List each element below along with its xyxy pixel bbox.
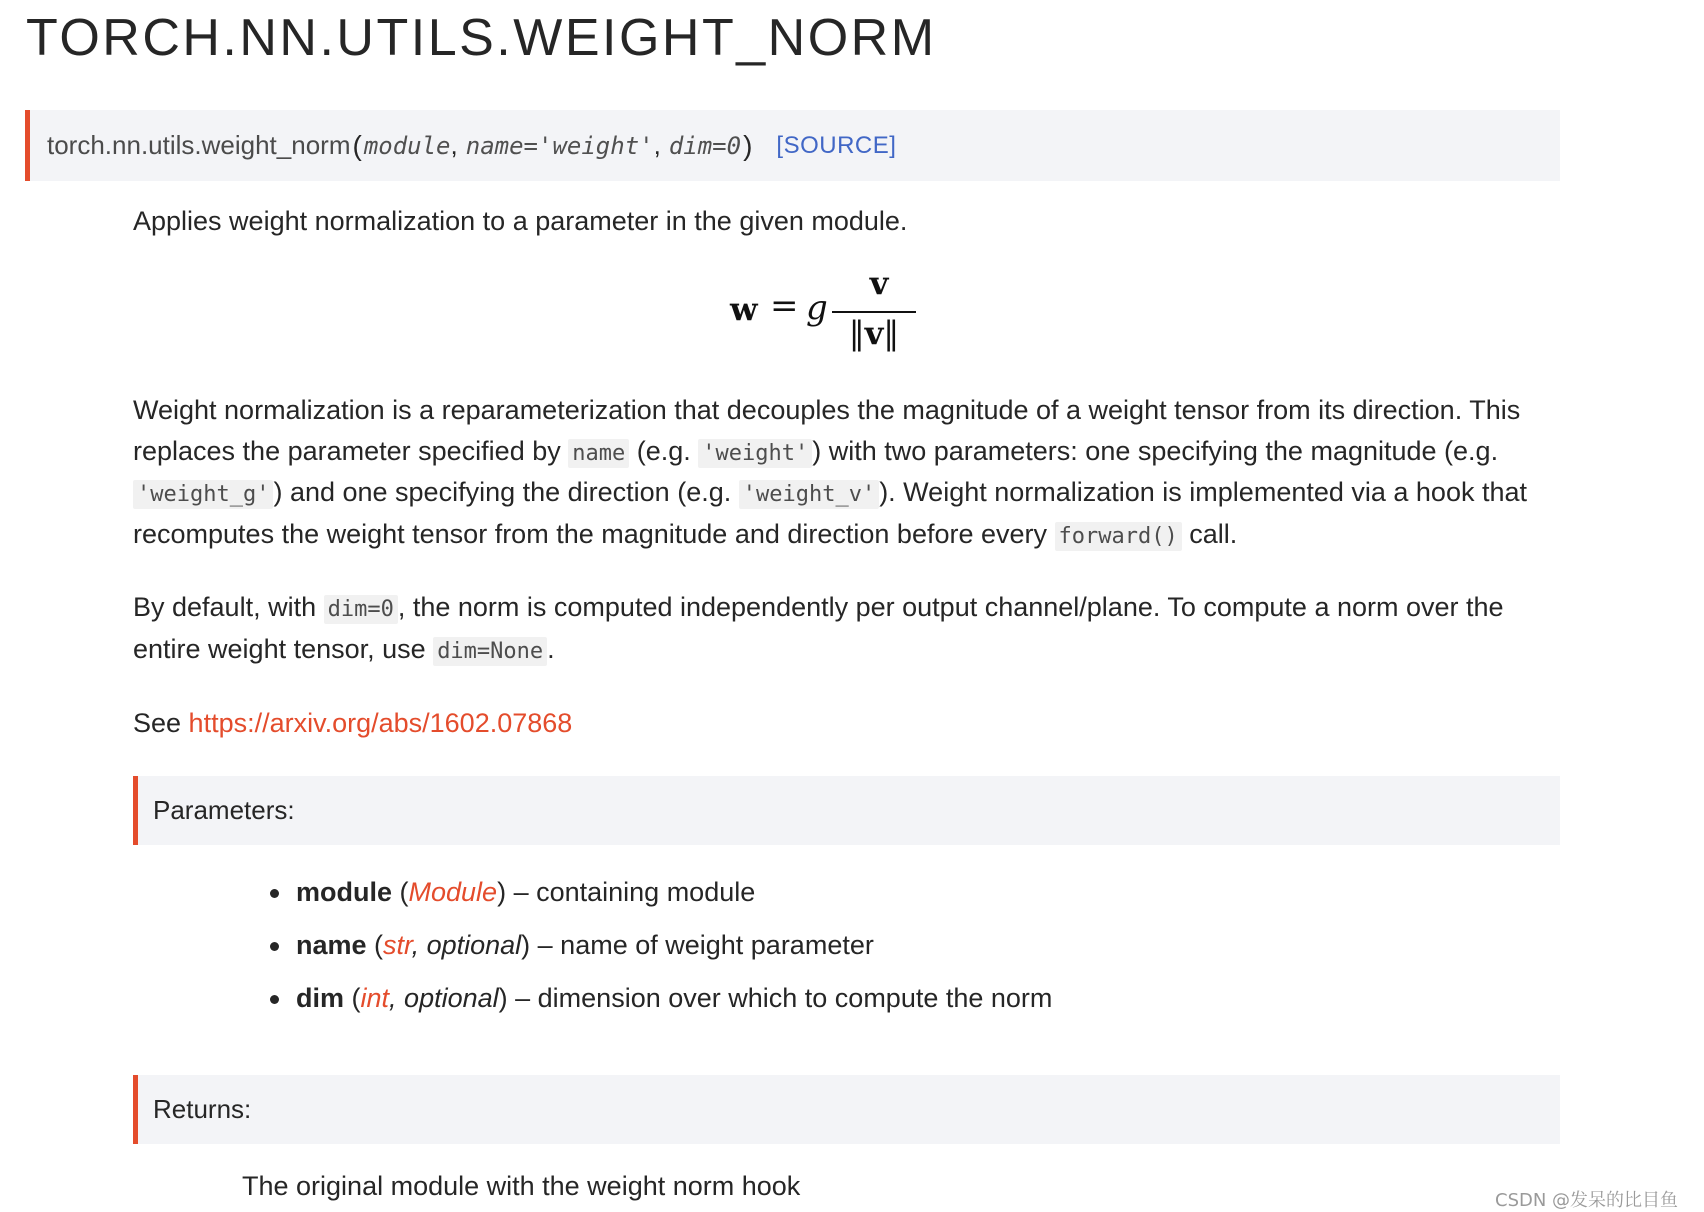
see-prefix: See: [133, 708, 189, 738]
parameters-heading-label: Parameters:: [153, 795, 295, 825]
signature-comma: ,: [450, 130, 458, 160]
page-title: TORCH.NN.UTILS.WEIGHT_NORM: [26, 9, 937, 67]
intro-text: Applies weight normalization to a parameter in the given module.: [133, 206, 908, 236]
function-signature: [25, 110, 1560, 181]
signature-close-paren: ): [743, 129, 753, 161]
formula-numerator: v: [869, 264, 889, 302]
parameters-heading: [133, 776, 1560, 845]
param-desc: – name of weight parameter: [530, 930, 874, 960]
formula-denominator-var: v: [864, 314, 884, 352]
param-module: [268, 872, 1052, 925]
signature-arg-module: module: [363, 131, 451, 160]
arxiv-link[interactable]: https://arxiv.org/abs/1602.07868: [188, 708, 573, 738]
param-close-paren: ): [497, 877, 507, 907]
param-dim: [268, 978, 1052, 1031]
source-link[interactable]: [SOURCE]: [776, 131, 897, 159]
param-optional: , optional: [389, 983, 499, 1013]
norm-open: ‖: [848, 314, 865, 352]
param-desc: – dimension over which to compute the norm: [507, 983, 1053, 1013]
para1-text: ) and one specifying the direction (e.g.: [273, 477, 739, 507]
fraction-bar: [832, 311, 916, 313]
see-line: [133, 703, 572, 743]
param-open-paren: (: [344, 983, 361, 1013]
function-name: torch.nn.utils.weight_norm: [47, 130, 351, 160]
para1-text: (e.g.: [629, 436, 699, 466]
signature-arg-dim: dim=0: [668, 131, 742, 160]
paragraph-line: [133, 431, 1498, 474]
param-open-paren: (: [392, 877, 409, 907]
para2-text: , the norm is computed independently per output channel/plane. To compute a norm over the: [397, 592, 1504, 622]
paragraph-line: [133, 472, 1527, 515]
weight-norm-formula: [728, 266, 898, 362]
signature-open-paren: (: [352, 129, 362, 161]
param-optional: , optional: [411, 930, 522, 960]
formula-equals: =: [770, 286, 799, 326]
paragraph-line: [133, 629, 555, 672]
inline-code: 'weight': [698, 439, 812, 468]
norm-close: ‖: [883, 314, 900, 352]
returns-heading-label: Returns:: [153, 1094, 252, 1124]
inline-code: dim=None: [433, 637, 547, 666]
param-open-paren: (: [366, 930, 384, 960]
param-close-paren: ): [498, 983, 508, 1013]
para1-text: call.: [1181, 519, 1238, 549]
param-name: name: [296, 930, 367, 960]
inline-code: forward(): [1055, 522, 1182, 551]
signature-comma: ,: [653, 130, 661, 160]
paragraph-line: [133, 514, 1237, 557]
para1-line1: Weight normalization is a reparameterization that decouples the magnitude of a weight tensor from its direction. This: [133, 395, 1521, 425]
param-type-link[interactable]: str: [383, 930, 412, 960]
param-close-paren: ): [521, 930, 531, 960]
param-name: module: [296, 877, 393, 907]
param-name: dim: [296, 983, 345, 1013]
para1-text: replaces the parameter specified by: [133, 436, 569, 466]
watermark: CSDN @发呆的比目鱼: [1495, 1190, 1679, 1211]
paragraph-line: [133, 587, 1504, 630]
formula-g: g: [806, 288, 828, 328]
param-type-link[interactable]: int: [360, 983, 390, 1013]
returns-heading: [133, 1075, 1560, 1144]
inline-code: name: [568, 439, 629, 468]
para1-text: recomputes the weight tensor from the magnitude and direction before every: [133, 519, 1055, 549]
param-type-link[interactable]: Module: [408, 877, 498, 907]
para2-text: .: [547, 634, 555, 664]
para2-text: By default, with: [133, 592, 324, 622]
parameters-list: [268, 872, 1052, 1031]
para1-text: ) with two parameters: one specifying the magnitude (e.g.: [812, 436, 1499, 466]
para2-text: entire weight tensor, use: [133, 634, 434, 664]
para1-text: ). Weight normalization is implemented via a hook that: [879, 477, 1528, 507]
inline-code: dim=0: [324, 595, 398, 624]
paragraph-line: [133, 390, 1520, 430]
inline-code: 'weight_v': [739, 480, 879, 509]
param-name-item: [268, 925, 1052, 978]
formula-denominator: [832, 314, 916, 352]
inline-code: 'weight_g': [133, 480, 273, 509]
formula-lhs: w: [730, 290, 758, 328]
signature-arg-name: name='weight': [465, 131, 654, 160]
param-desc: – containing module: [506, 877, 756, 907]
returns-text: The original module with the weight norm hook: [242, 1171, 801, 1201]
